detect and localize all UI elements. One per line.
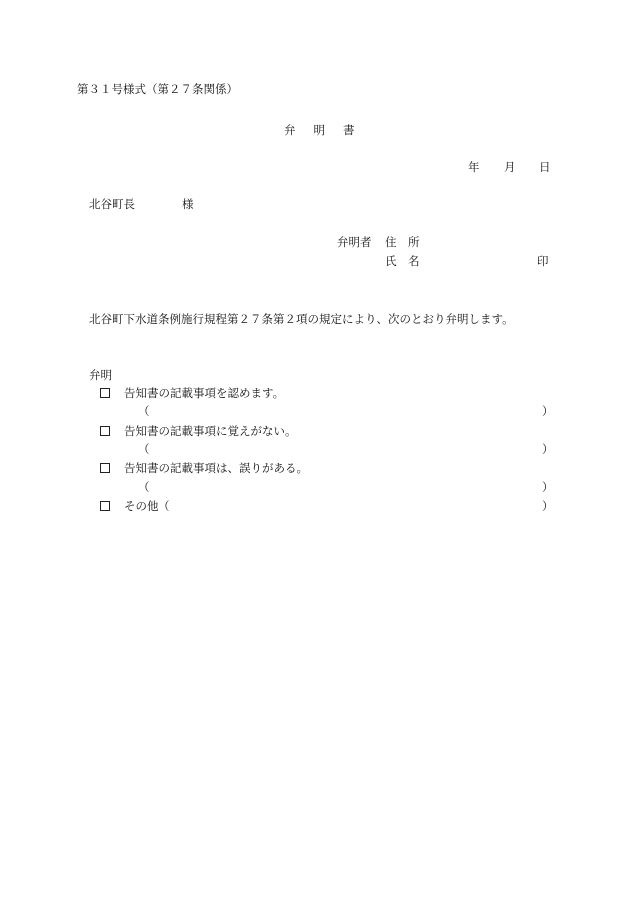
date-month-label: 月 [504,160,516,174]
addressee-honorific: 様 [182,197,194,211]
checkbox-option-4[interactable] [100,501,110,514]
paren-close-1: ） [542,404,554,418]
option-4-text: その他 [124,499,159,513]
paren-open-2: （ [138,442,150,456]
paren-close-4: ） [542,499,554,513]
option-1-text: 告知書の記載事項を認めます。 [124,386,285,400]
date-year-label: 年 [468,160,480,174]
applicant-label: 弁明者 [337,235,372,249]
title-char-2: 明 [313,123,325,137]
title-char-3: 書 [343,123,355,137]
document-title [284,125,355,137]
seal-mark: 印 [537,254,549,268]
checkbox-option-3[interactable] [100,463,110,476]
date-day-label: 日 [539,160,551,174]
paren-open-4: （ [158,499,170,513]
address-label: 住 所 [385,235,420,249]
title-char-1: 弁 [284,123,296,137]
paren-open-1: （ [138,404,150,418]
option-2-text: 告知書の記載事項に覚えがない。 [124,424,297,438]
paren-open-3: （ [138,480,150,494]
checkbox-option-1[interactable] [100,388,110,401]
checkbox-option-2[interactable] [100,426,110,439]
statement-text: 北谷町下水道条例施行規程第２７条第２項の規定により、次のとおり弁明します。 [89,312,514,326]
paren-close-2: ） [542,442,554,456]
section-label: 弁明 [89,368,112,382]
addressee-name: 北谷町長 [89,197,135,211]
option-3-text: 告知書の記載事項は、誤りがある。 [124,461,308,475]
paren-close-3: ） [542,480,554,494]
form-number: 第３１号様式（第２７条関係） [77,82,238,96]
name-label: 氏 名 [385,254,420,268]
